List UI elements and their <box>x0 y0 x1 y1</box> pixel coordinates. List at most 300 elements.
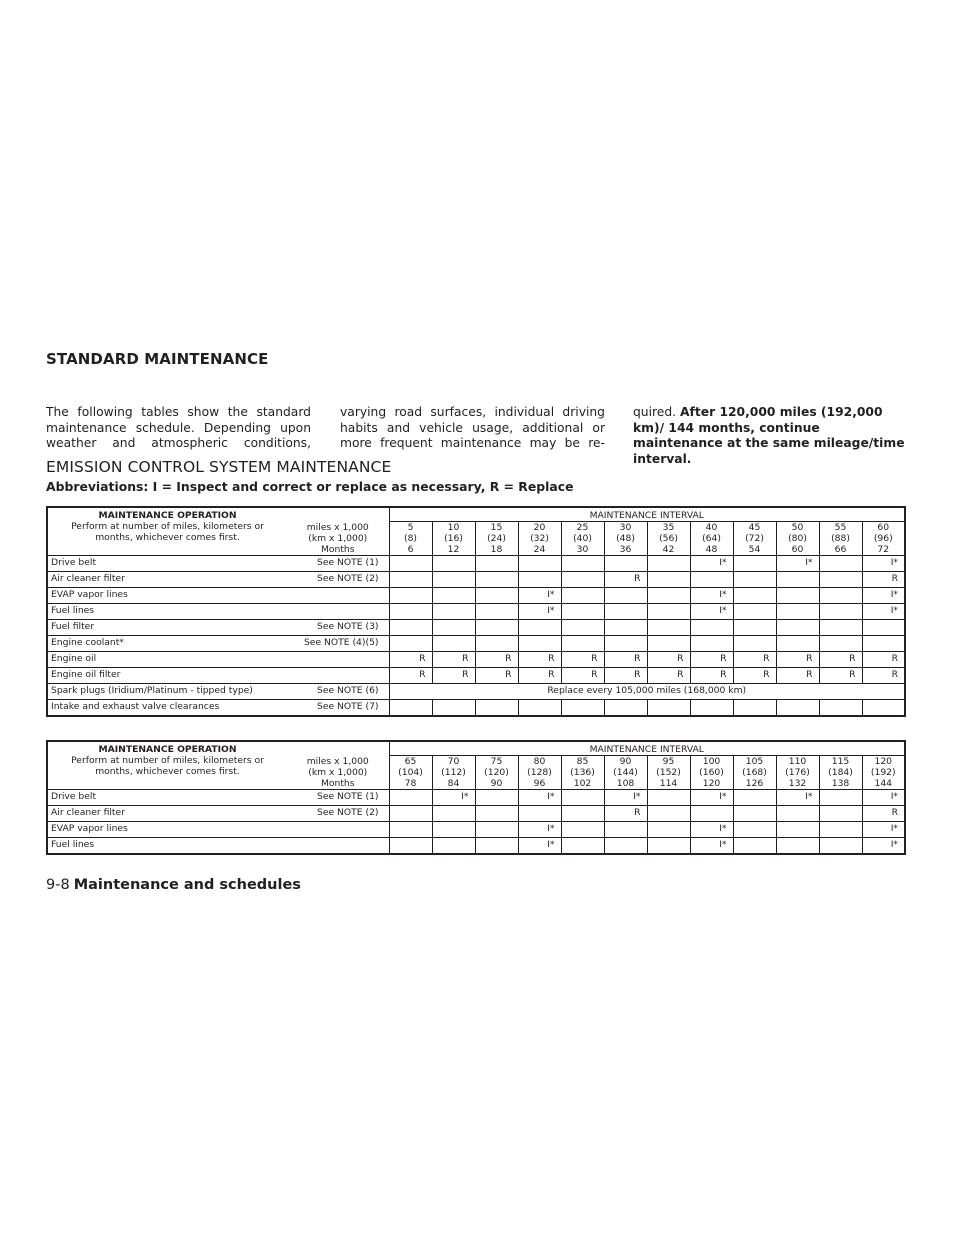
interval-cell <box>561 604 604 620</box>
interval-cell <box>819 790 862 806</box>
operation-note <box>287 822 389 838</box>
interval-km: (56) <box>659 533 678 544</box>
interval-cell <box>518 572 561 588</box>
interval-cell <box>862 700 905 717</box>
interval-miles: 70 <box>447 756 460 767</box>
interval-cell <box>776 838 819 855</box>
interval-cell <box>561 838 604 855</box>
interval-cell <box>776 822 819 838</box>
interval-cell: R <box>862 668 905 684</box>
interval-cell <box>475 588 518 604</box>
units-header <box>287 507 389 556</box>
operation-note <box>287 668 389 684</box>
interval-cell <box>432 822 475 838</box>
interval-miles: 30 <box>619 522 632 533</box>
operation-note: See NOTE (2) <box>287 806 389 822</box>
interval-km: (120) <box>484 767 509 778</box>
operation-name: Fuel lines <box>47 838 287 855</box>
interval-km: (144) <box>613 767 638 778</box>
interval-cell: R <box>475 652 518 668</box>
interval-cell: I* <box>776 556 819 572</box>
interval-cell <box>819 588 862 604</box>
subsection-title: EMISSION CONTROL SYSTEM MAINTENANCE <box>46 458 392 476</box>
interval-cell <box>776 620 819 636</box>
interval-cell <box>432 806 475 822</box>
interval-cell: R <box>432 668 475 684</box>
interval-cell <box>776 588 819 604</box>
units-label-1: miles x 1,000 <box>306 522 369 533</box>
intro-col-3-plain: quired. <box>633 405 677 419</box>
operation-name: EVAP vapor lines <box>47 822 287 838</box>
interval-cell <box>733 822 776 838</box>
interval-cell <box>475 838 518 855</box>
interval-column <box>518 756 561 790</box>
interval-cell <box>475 604 518 620</box>
interval-km: (32) <box>530 533 549 544</box>
interval-cell <box>819 556 862 572</box>
operation-name: Engine oil filter <box>47 668 287 684</box>
interval-miles: 15 <box>490 522 503 533</box>
interval-cell <box>475 822 518 838</box>
interval-cell <box>389 822 432 838</box>
maintenance-table-1 <box>46 506 906 717</box>
interval-cell <box>733 620 776 636</box>
interval-cell: R <box>561 668 604 684</box>
interval-column <box>733 522 776 556</box>
interval-cell <box>561 556 604 572</box>
interval-cell <box>819 636 862 652</box>
interval-cell <box>647 604 690 620</box>
interval-miles: 40 <box>705 522 718 533</box>
interval-cell <box>604 838 647 855</box>
interval-cell <box>819 572 862 588</box>
interval-cell: I* <box>690 822 733 838</box>
interval-cell <box>389 604 432 620</box>
interval-cell <box>389 838 432 855</box>
interval-cell <box>819 620 862 636</box>
chapter-title: Maintenance and schedules <box>73 877 301 893</box>
interval-cell <box>647 838 690 855</box>
interval-months: 96 <box>533 778 546 789</box>
table-row <box>47 668 905 684</box>
interval-cell <box>432 838 475 855</box>
interval-cell <box>389 620 432 636</box>
interval-cell <box>862 636 905 652</box>
maintenance-table-2 <box>46 740 906 855</box>
interval-cell: I* <box>862 790 905 806</box>
interval-cell <box>389 556 432 572</box>
interval-cell: R <box>604 668 647 684</box>
units-label-2: (km x 1,000) <box>308 533 368 544</box>
interval-km: (112) <box>441 767 466 778</box>
interval-cell <box>561 572 604 588</box>
interval-column <box>862 522 905 556</box>
interval-cell <box>819 822 862 838</box>
interval-cell: R <box>733 652 776 668</box>
operation-note: See NOTE (2) <box>287 572 389 588</box>
interval-cell <box>647 588 690 604</box>
interval-cell <box>432 700 475 717</box>
interval-column <box>604 522 647 556</box>
interval-cell <box>690 572 733 588</box>
interval-cell: I* <box>518 604 561 620</box>
interval-cell: I* <box>862 838 905 855</box>
interval-cell <box>561 822 604 838</box>
interval-cell: I* <box>862 588 905 604</box>
interval-cell <box>776 604 819 620</box>
interval-km: (168) <box>742 767 767 778</box>
interval-column <box>819 756 862 790</box>
interval-miles: 60 <box>877 522 890 533</box>
interval-months: 120 <box>702 778 721 789</box>
interval-km: (64) <box>702 533 721 544</box>
interval-cell: R <box>561 652 604 668</box>
operation-name: Engine coolant* <box>47 636 287 652</box>
interval-cell: R <box>475 668 518 684</box>
interval-cell: I* <box>432 790 475 806</box>
interval-cell <box>647 790 690 806</box>
interval-cell: R <box>862 572 905 588</box>
interval-cell <box>690 636 733 652</box>
intro-col-3-bold: After 120,000 miles (192,000 km)/ 144 months, continue maintenance at the same mileage/time interval. <box>633 405 905 466</box>
interval-column <box>733 756 776 790</box>
interval-miles: 105 <box>745 756 764 767</box>
interval-km: (192) <box>870 767 896 778</box>
interval-km: (16) <box>444 533 463 544</box>
interval-cell <box>647 572 690 588</box>
section-title: STANDARD MAINTENANCE <box>46 350 269 368</box>
operation-note: See NOTE (6) <box>287 684 389 700</box>
interval-months: 72 <box>877 544 890 555</box>
interval-months: 138 <box>831 778 850 789</box>
interval-km: (40) <box>573 533 592 544</box>
interval-cell <box>432 588 475 604</box>
interval-cell: R <box>776 652 819 668</box>
table-row <box>47 572 905 588</box>
interval-cell: R <box>647 668 690 684</box>
interval-cell <box>389 806 432 822</box>
interval-cell <box>647 620 690 636</box>
operation-header <box>47 507 287 556</box>
interval-cell: R <box>389 668 432 684</box>
interval-cell: I* <box>862 556 905 572</box>
interval-months: 102 <box>573 778 592 789</box>
interval-months: 6 <box>407 544 414 555</box>
interval-column <box>432 522 475 556</box>
interval-cell <box>819 604 862 620</box>
operation-title: MAINTENANCE OPERATION <box>98 744 237 755</box>
interval-cell <box>475 620 518 636</box>
interval-months: 48 <box>705 544 718 555</box>
interval-cell: R <box>690 652 733 668</box>
interval-miles: 90 <box>619 756 632 767</box>
operation-desc: Perform at number of miles, kilometers or months, whichever comes first. <box>71 755 264 777</box>
operation-name: Air cleaner filter <box>47 572 287 588</box>
operation-note: See NOTE (7) <box>287 700 389 717</box>
interval-column <box>389 756 432 790</box>
interval-miles: 120 <box>874 756 893 767</box>
interval-km: (152) <box>656 767 681 778</box>
interval-cell <box>604 556 647 572</box>
interval-km: (176) <box>785 767 810 778</box>
interval-cell: I* <box>518 588 561 604</box>
operation-name: Fuel lines <box>47 604 287 620</box>
table-row <box>47 700 905 717</box>
interval-months: 90 <box>490 778 503 789</box>
interval-months: 42 <box>662 544 675 555</box>
interval-months: 18 <box>490 544 503 555</box>
interval-cell <box>518 636 561 652</box>
interval-cell <box>647 700 690 717</box>
interval-cell <box>862 620 905 636</box>
interval-km: (104) <box>398 767 423 778</box>
interval-km: (96) <box>873 533 893 544</box>
interval-months: 60 <box>791 544 804 555</box>
interval-cell <box>389 700 432 717</box>
interval-miles: 115 <box>831 756 850 767</box>
operation-note <box>287 838 389 855</box>
interval-cell <box>604 604 647 620</box>
interval-cell <box>389 588 432 604</box>
operation-name: Intake and exhaust valve clearances <box>47 700 287 717</box>
interval-miles: 35 <box>662 522 675 533</box>
interval-cell <box>647 806 690 822</box>
interval-cell: R <box>604 806 647 822</box>
interval-cell <box>819 806 862 822</box>
operation-note <box>287 588 389 604</box>
abbreviations-line: Abbreviations: I = Inspect and correct or replace as necessary, R = Replace <box>46 479 574 494</box>
interval-cell: I* <box>862 822 905 838</box>
interval-km: (24) <box>487 533 506 544</box>
interval-months: 36 <box>619 544 632 555</box>
interval-months: 84 <box>447 778 460 789</box>
interval-cell <box>733 790 776 806</box>
interval-cell <box>561 806 604 822</box>
operation-header <box>47 741 287 790</box>
interval-miles: 55 <box>834 522 847 533</box>
interval-cell <box>604 636 647 652</box>
page-footer <box>46 877 301 893</box>
interval-cell <box>561 700 604 717</box>
operation-note: See NOTE (3) <box>287 620 389 636</box>
interval-cell: R <box>518 652 561 668</box>
interval-km: (136) <box>570 767 595 778</box>
operation-name: EVAP vapor lines <box>47 588 287 604</box>
interval-cell <box>432 620 475 636</box>
operation-note <box>287 604 389 620</box>
interval-cell <box>690 806 733 822</box>
operation-name: Spark plugs (Iridium/Platinum - tipped type) <box>47 684 287 700</box>
interval-km: (88) <box>831 533 850 544</box>
operation-name: Fuel filter <box>47 620 287 636</box>
interval-km: (160) <box>699 767 724 778</box>
interval-cell <box>776 636 819 652</box>
interval-column <box>647 522 690 556</box>
interval-cell: I* <box>690 838 733 855</box>
interval-cell <box>647 822 690 838</box>
interval-column <box>776 522 819 556</box>
interval-cell <box>475 806 518 822</box>
table-row <box>47 822 905 838</box>
interval-column <box>475 756 518 790</box>
interval-cell <box>518 620 561 636</box>
interval-cell: I* <box>690 790 733 806</box>
units-header <box>287 741 389 790</box>
interval-cell: R <box>604 572 647 588</box>
interval-miles: 50 <box>791 522 804 533</box>
interval-cell: R <box>647 652 690 668</box>
interval-months: 30 <box>576 544 589 555</box>
interval-miles: 95 <box>662 756 675 767</box>
table-row <box>47 806 905 822</box>
header-row <box>47 741 905 756</box>
interval-cell <box>733 604 776 620</box>
interval-miles: 45 <box>748 522 761 533</box>
interval-months: 126 <box>745 778 764 789</box>
table-row <box>47 604 905 620</box>
interval-cell <box>776 700 819 717</box>
interval-column <box>475 522 518 556</box>
operation-note: See NOTE (4)(5) <box>287 636 389 652</box>
interval-column <box>561 756 604 790</box>
interval-column <box>776 756 819 790</box>
operation-desc: Perform at number of miles, kilometers or months, whichever comes first. <box>71 521 264 543</box>
intro-col-2: varying road surfaces, individual driving habits and vehicle usage, additional or more frequent maintenance may be re- <box>340 405 605 450</box>
interval-cell <box>432 636 475 652</box>
operation-name: Engine oil <box>47 652 287 668</box>
interval-cell: I* <box>518 790 561 806</box>
units-label-3: Months <box>320 544 355 555</box>
interval-km: (72) <box>745 533 764 544</box>
interval-cell: R <box>389 652 432 668</box>
interval-cell <box>604 700 647 717</box>
interval-cell <box>389 636 432 652</box>
interval-cell <box>733 556 776 572</box>
operation-note: See NOTE (1) <box>287 556 389 572</box>
interval-miles: 5 <box>407 522 414 533</box>
interval-cell: R <box>518 668 561 684</box>
interval-cell: R <box>862 652 905 668</box>
interval-cell <box>561 636 604 652</box>
interval-title: MAINTENANCE INTERVAL <box>389 741 905 756</box>
interval-cell <box>475 556 518 572</box>
interval-cell: R <box>690 668 733 684</box>
table-row <box>47 556 905 572</box>
interval-km: (184) <box>828 767 853 778</box>
interval-cell <box>819 700 862 717</box>
operation-title: MAINTENANCE OPERATION <box>98 510 237 521</box>
interval-miles: 75 <box>490 756 503 767</box>
interval-cell: R <box>604 652 647 668</box>
interval-cell <box>604 588 647 604</box>
interval-cell: I* <box>776 790 819 806</box>
interval-cell <box>475 636 518 652</box>
operation-name: Drive belt <box>47 790 287 806</box>
operation-note: See NOTE (1) <box>287 790 389 806</box>
interval-km: (8) <box>403 533 417 544</box>
interval-cell <box>690 700 733 717</box>
intro-col-1: The following tables show the standard maintenance schedule. Depending upon weather and atmospheric conditions, <box>46 405 311 450</box>
interval-km: (128) <box>527 767 552 778</box>
interval-cell <box>432 556 475 572</box>
interval-cell <box>432 604 475 620</box>
interval-column <box>432 756 475 790</box>
interval-cell <box>518 806 561 822</box>
interval-cell <box>733 572 776 588</box>
interval-cell <box>776 572 819 588</box>
table-row <box>47 838 905 855</box>
interval-cell: R <box>862 806 905 822</box>
interval-cell <box>475 572 518 588</box>
interval-cell <box>604 822 647 838</box>
interval-km: (48) <box>616 533 635 544</box>
interval-cell <box>389 790 432 806</box>
interval-miles: 110 <box>788 756 807 767</box>
interval-column <box>389 522 432 556</box>
interval-cell <box>647 556 690 572</box>
interval-column <box>561 522 604 556</box>
interval-cell <box>561 790 604 806</box>
operation-name: Air cleaner filter <box>47 806 287 822</box>
interval-cell <box>518 556 561 572</box>
interval-cell: I* <box>690 556 733 572</box>
interval-cell <box>561 620 604 636</box>
table-row <box>47 652 905 668</box>
interval-months: 108 <box>616 778 635 789</box>
interval-column <box>690 756 733 790</box>
interval-cell <box>518 700 561 717</box>
interval-cell <box>733 838 776 855</box>
interval-cell: I* <box>690 588 733 604</box>
interval-column <box>604 756 647 790</box>
interval-cell: R <box>819 652 862 668</box>
interval-cell: I* <box>862 604 905 620</box>
interval-column <box>819 522 862 556</box>
interval-months: 78 <box>404 778 417 789</box>
interval-km: (80) <box>788 533 807 544</box>
interval-column <box>690 522 733 556</box>
interval-column <box>647 756 690 790</box>
table-row <box>47 684 905 700</box>
interval-cell: R <box>819 668 862 684</box>
interval-miles: 65 <box>404 756 417 767</box>
interval-cell: R <box>733 668 776 684</box>
interval-title: MAINTENANCE INTERVAL <box>389 507 905 522</box>
units-label-2: (km x 1,000) <box>308 767 368 778</box>
interval-cell <box>432 572 475 588</box>
interval-cell: R <box>776 668 819 684</box>
interval-cell <box>475 790 518 806</box>
interval-cell <box>733 588 776 604</box>
interval-months: 132 <box>788 778 807 789</box>
interval-cell <box>733 636 776 652</box>
header-row <box>47 507 905 522</box>
table-row <box>47 790 905 806</box>
interval-cell <box>561 588 604 604</box>
interval-miles: 20 <box>533 522 546 533</box>
interval-miles: 85 <box>576 756 589 767</box>
interval-months: 54 <box>748 544 761 555</box>
operation-name: Drive belt <box>47 556 287 572</box>
interval-miles: 100 <box>702 756 721 767</box>
operation-note <box>287 652 389 668</box>
interval-cell <box>776 806 819 822</box>
table-row <box>47 636 905 652</box>
interval-cell: I* <box>518 822 561 838</box>
units-label-3: Months <box>320 778 355 789</box>
interval-miles: 80 <box>533 756 546 767</box>
interval-cell <box>647 636 690 652</box>
